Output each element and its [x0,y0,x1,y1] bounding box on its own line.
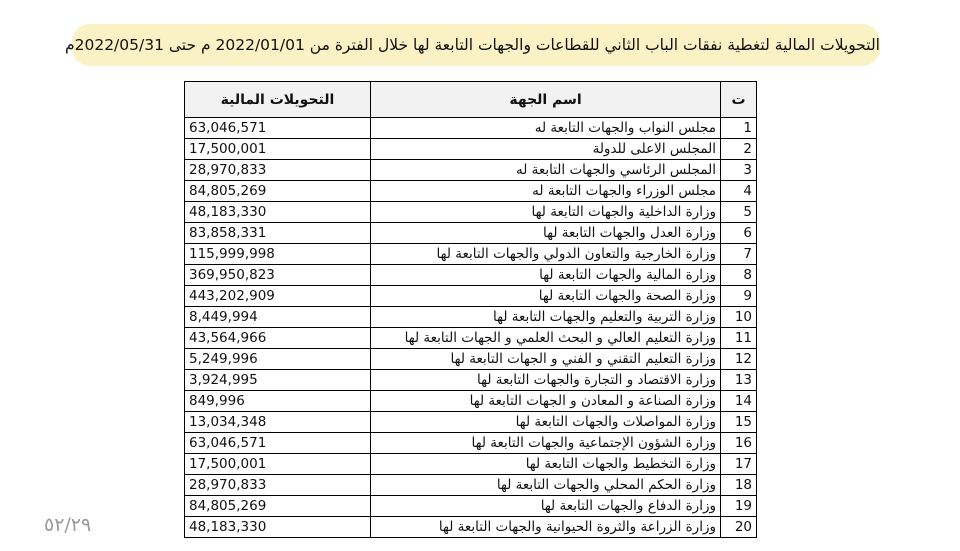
entity-name: وزارة الصناعة و المعادن و الجهات التابعة لها [371,391,721,412]
entity-name: وزارة الزراعة والثروة الحيوانية والجهات التابعة لها [371,517,721,538]
row-number: 4 [721,181,757,202]
table-row [185,349,757,370]
entity-name: وزارة الخارجية والتعاون الدولي والجهات التابعة لها [371,244,721,265]
row-number: 6 [721,223,757,244]
row-number: 14 [721,391,757,412]
transfer-amount: 369,950,823 [185,265,371,286]
table-row [185,517,757,538]
row-number: 10 [721,307,757,328]
transfer-amount: 48,183,330 [185,517,371,538]
table-row [185,433,757,454]
row-number: 15 [721,412,757,433]
row-number: 12 [721,349,757,370]
table-row [185,160,757,181]
row-number: 7 [721,244,757,265]
page-number: ٥٢/٢٩ [44,514,92,536]
row-number: 13 [721,370,757,391]
entity-name: وزارة العدل والجهات التابعة لها [371,223,721,244]
entity-name: وزارة التربية والتعليم والجهات التابعة لها [371,307,721,328]
table-row [185,223,757,244]
transfer-amount: 17,500,001 [185,139,371,160]
transfer-amount: 63,046,571 [185,433,371,454]
table-row [185,202,757,223]
table-row [185,328,757,349]
row-number: 9 [721,286,757,307]
entity-name: وزارة الشؤون الإجتماعية والجهات التابعة لها [371,433,721,454]
table-row [185,496,757,517]
transfer-amount: 83,858,331 [185,223,371,244]
row-number: 3 [721,160,757,181]
transfer-amount: 8,449,994 [185,307,371,328]
column-header-number: ت [721,82,757,118]
entity-name: وزارة الحكم المحلي والجهات التابعة لها [371,475,721,496]
table-row [185,181,757,202]
row-number: 2 [721,139,757,160]
entity-name: وزارة التعليم التقني و الفني و الجهات التابعة لها [371,349,721,370]
transfer-amount: 48,183,330 [185,202,371,223]
entity-name: وزارة التعليم العالي و البحث العلمي و الجهات التابعة لها [371,328,721,349]
entity-name: وزارة الدفاع والجهات التابعة لها [371,496,721,517]
entity-name: وزارة المواصلات والجهات التابعة لها [371,412,721,433]
table-row [185,454,757,475]
row-number: 20 [721,517,757,538]
transfer-amount: 5,249,996 [185,349,371,370]
row-number: 17 [721,454,757,475]
transfers-table [184,81,757,538]
column-header-entity-name: اسم الجهة [371,82,721,118]
transfer-amount: 28,970,833 [185,475,371,496]
entity-name: مجلس الوزراء والجهات التابعة له [371,181,721,202]
row-number: 1 [721,118,757,139]
row-number: 11 [721,328,757,349]
transfer-amount: 28,970,833 [185,160,371,181]
entity-name: مجلس النواب والجهات التابعة له [371,118,721,139]
entity-name: وزارة الداخلية والجهات التابعة لها [371,202,721,223]
table-row [185,118,757,139]
row-number: 5 [721,202,757,223]
entity-name: وزارة المالية والجهات التابعة لها [371,265,721,286]
table-row [185,265,757,286]
table-row [185,307,757,328]
transfer-amount: 84,805,269 [185,496,371,517]
entity-name: وزارة التخطيط والجهات التابعة لها [371,454,721,475]
entity-name: وزارة الاقتصاد و التجارة والجهات التابعة لها [371,370,721,391]
transfer-amount: 849,996 [185,391,371,412]
row-number: 16 [721,433,757,454]
row-number: 18 [721,475,757,496]
page-title: التحويلات المالية لتغطية نفقات الباب الثاني للقطاعات والجهات التابعة لها خلال الفترة من 2022/01/01 م حتى 2022/05/31م [72,24,880,66]
table-row [185,475,757,496]
row-number: 8 [721,265,757,286]
transfer-amount: 17,500,001 [185,454,371,475]
transfer-amount: 115,999,998 [185,244,371,265]
table-row [185,391,757,412]
transfer-amount: 3,924,995 [185,370,371,391]
entity-name: المجلس الرئاسي والجهات التابعة له [371,160,721,181]
column-header-transfers: التحويلات المالية [185,82,371,118]
table-row [185,370,757,391]
table-row [185,244,757,265]
entity-name: وزارة الصحة والجهات التابعة لها [371,286,721,307]
table-row [185,412,757,433]
transfer-amount: 63,046,571 [185,118,371,139]
transfer-amount: 84,805,269 [185,181,371,202]
entity-name: المجلس الاعلى للدولة [371,139,721,160]
transfer-amount: 443,202,909 [185,286,371,307]
table-header-row [185,82,757,118]
table-row [185,286,757,307]
transfer-amount: 43,564,966 [185,328,371,349]
row-number: 19 [721,496,757,517]
table-row [185,139,757,160]
transfer-amount: 13,034,348 [185,412,371,433]
